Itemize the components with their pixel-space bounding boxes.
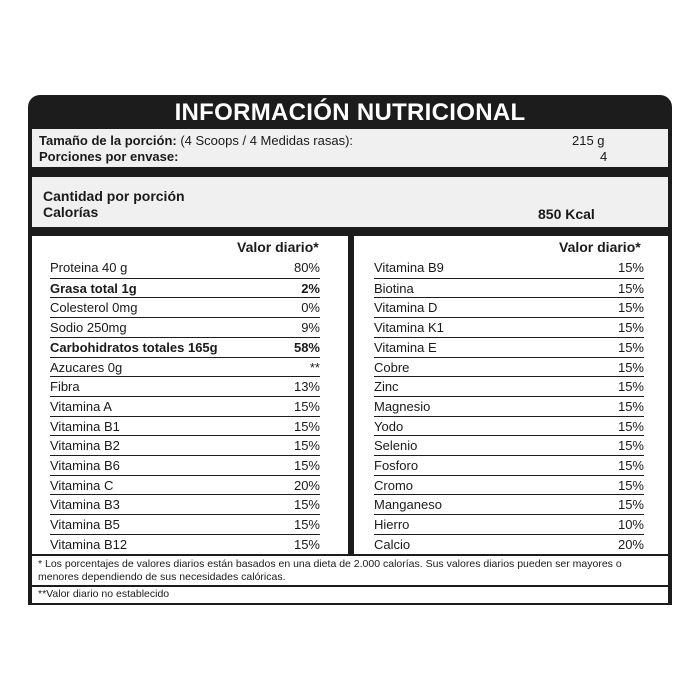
amount-per-serving-panel — [32, 177, 668, 227]
serving-size-value: 215 g — [572, 133, 605, 148]
nutrient-row — [374, 376, 644, 395]
nutrient-daily-value: 15% — [617, 320, 644, 336]
serving-size-label: Tamaño de la porción: — [39, 133, 177, 148]
nutrient-name: Selenio — [374, 438, 418, 454]
nutrient-name: Vitamina B6 — [50, 458, 120, 473]
nutrient-name: Calcio — [374, 536, 411, 552]
nutrient-name: Sodio 250mg — [50, 320, 127, 336]
nutrient-daily-value: 15% — [617, 497, 644, 513]
nutrient-daily-value: 10% — [617, 517, 644, 533]
nutrient-row — [374, 435, 644, 454]
nutrient-row — [50, 317, 320, 336]
left-nutrient-column — [32, 236, 348, 554]
nutrient-daily-value: 15% — [293, 458, 320, 473]
nutrient-name: Zinc — [374, 379, 399, 395]
nutrient-row — [374, 297, 644, 316]
daily-values-footnote — [32, 554, 668, 585]
nutrient-daily-value: 15% — [617, 418, 644, 434]
nutrient-daily-value: ** — [309, 359, 320, 375]
not-established-text: **Valor diario no establecido — [38, 588, 170, 600]
nutrient-row — [50, 396, 320, 415]
nutrient-daily-value: 15% — [617, 339, 644, 355]
nutrient-row — [374, 534, 644, 553]
nutrient-name: Vitamina B2 — [50, 438, 120, 454]
nutrient-daily-value: 15% — [293, 536, 320, 552]
nutrient-name: Magnesio — [374, 398, 431, 414]
nutrient-daily-value: 15% — [293, 418, 320, 434]
right-nutrient-column — [354, 236, 668, 554]
nutrient-daily-value: 9% — [301, 320, 320, 336]
nutrient-daily-value: 15% — [617, 398, 644, 414]
nutrient-row — [374, 475, 644, 494]
right-column-header: Valor diario* — [559, 239, 641, 255]
nutrient-daily-value: 15% — [617, 280, 644, 296]
nutrient-daily-value: 13% — [293, 379, 320, 395]
nutrient-row — [374, 455, 644, 474]
nutrient-daily-value: 58% — [293, 339, 320, 355]
left-column-header: Valor diario* — [237, 239, 319, 255]
serving-info-panel — [32, 129, 668, 167]
nutrient-row — [374, 396, 644, 415]
serving-size-line — [39, 133, 353, 149]
nutrient-daily-value: 15% — [617, 477, 644, 493]
nutrient-daily-value: 15% — [617, 359, 644, 375]
nutrient-row — [374, 278, 644, 297]
nutrient-daily-value: 20% — [293, 477, 320, 493]
nutrient-name: Proteina 40 g — [50, 260, 128, 275]
nutrient-row — [50, 337, 320, 356]
calories-value: 850 Kcal — [538, 206, 595, 222]
amount-per-serving-label: Cantidad por porción — [43, 188, 185, 204]
nutrient-row — [50, 376, 320, 395]
nutrient-row — [50, 278, 320, 297]
nutrient-name: Cromo — [374, 477, 414, 493]
nutrient-row — [374, 494, 644, 513]
nutrient-name: Fosforo — [374, 458, 419, 473]
nutrient-name: Azucares 0g — [50, 359, 123, 375]
nutrient-daily-value: 15% — [293, 398, 320, 414]
nutrient-row — [50, 475, 320, 494]
nutrient-name: Cobre — [374, 359, 410, 375]
nutrient-name: Vitamina B1 — [50, 418, 120, 434]
nutrient-name: Vitamina C — [50, 477, 114, 493]
nutrient-name: Vitamina B12 — [50, 536, 128, 552]
nutrient-row — [50, 297, 320, 316]
nutrient-name: Colesterol 0mg — [50, 300, 138, 316]
nutrient-row — [50, 455, 320, 474]
serving-size-detail: (4 Scoops / 4 Medidas rasas): — [180, 133, 354, 148]
nutrient-daily-value: 20% — [617, 536, 644, 552]
nutrient-daily-value: 80% — [293, 260, 320, 275]
nutrient-name: Biotina — [374, 280, 414, 296]
nutrient-name: Vitamina B5 — [50, 517, 120, 533]
nutrient-name: Vitamina A — [50, 398, 112, 414]
nutrient-row — [50, 494, 320, 513]
nutrient-row — [374, 317, 644, 336]
nutrient-row — [50, 514, 320, 533]
nutrient-row — [50, 435, 320, 454]
nutrient-daily-value: 2% — [301, 280, 320, 296]
nutrient-daily-value: 15% — [617, 438, 644, 454]
nutrient-name: Vitamina B9 — [374, 260, 444, 275]
nutrient-name: Vitamina B3 — [50, 497, 120, 513]
footnote-line-1: * Los porcentajes de valores diarios están basados en una dieta de 2.000 calorías. Sus valores diarios pueden ser mayores o — [38, 558, 622, 570]
nutrient-name: Grasa total 1g — [50, 280, 137, 296]
servings-per-container-value: 4 — [600, 149, 608, 164]
nutrient-daily-value: 15% — [293, 517, 320, 533]
nutrient-daily-value: 15% — [617, 300, 644, 316]
nutrient-row — [50, 416, 320, 435]
nutrient-name: Carbohidratos totales 165g — [50, 339, 218, 355]
nutrient-row — [374, 357, 644, 376]
nutrient-row — [50, 357, 320, 376]
calories-label: Calorías — [43, 204, 99, 220]
label-title: INFORMACIÓN NUTRICIONAL — [174, 99, 526, 126]
nutrient-daily-value: 15% — [293, 497, 320, 513]
nutrient-row — [50, 258, 320, 277]
nutrient-name: Vitamina D — [374, 300, 438, 316]
servings-per-container-label: Porciones por envase: — [39, 149, 179, 164]
nutrient-row — [50, 534, 320, 553]
nutrient-row — [374, 337, 644, 356]
nutrient-name: Hierro — [374, 517, 410, 533]
nutrient-name: Fibra — [50, 379, 80, 395]
nutrient-name: Yodo — [374, 418, 404, 434]
nutrient-daily-value: 15% — [293, 438, 320, 454]
nutrient-row — [374, 416, 644, 435]
footnote-line-2: menores dependiendo de sus necesidades calóricas. — [38, 571, 286, 583]
nutrient-name: Vitamina K1 — [374, 320, 444, 336]
nutrient-daily-value: 15% — [617, 260, 644, 275]
nutrient-daily-value: 0% — [301, 300, 320, 316]
nutrient-name: Manganeso — [374, 497, 442, 513]
nutrition-label — [28, 95, 672, 605]
nutrient-daily-value: 15% — [617, 379, 644, 395]
nutrient-row — [374, 258, 644, 277]
not-established-footnote — [32, 587, 668, 603]
nutrient-daily-value: 15% — [617, 458, 644, 473]
nutrient-name: Vitamina E — [374, 339, 437, 355]
nutrient-row — [374, 514, 644, 533]
